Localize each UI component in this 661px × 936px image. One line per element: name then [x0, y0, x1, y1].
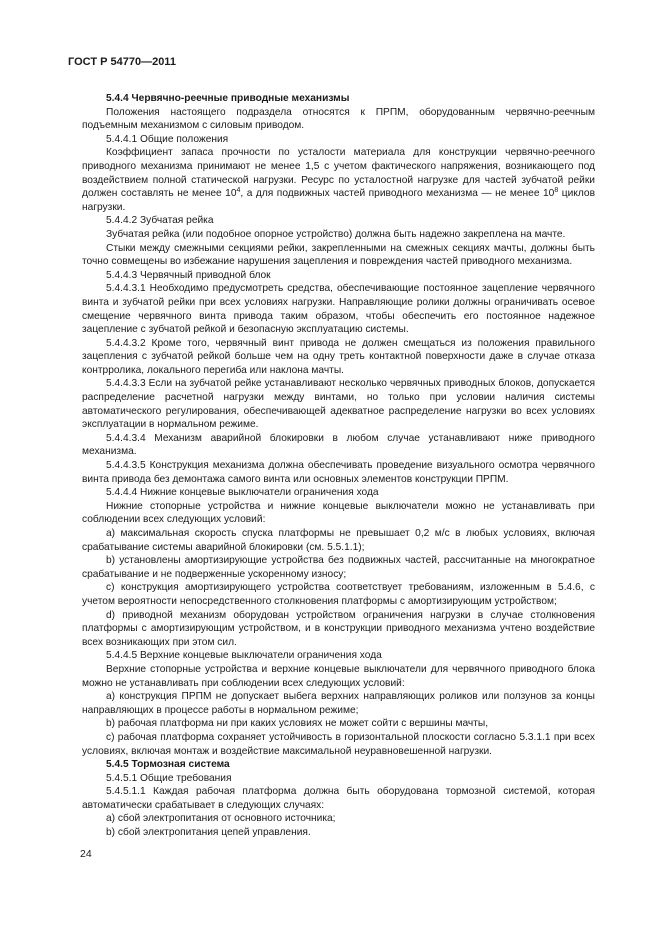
superscript: 4	[236, 187, 241, 195]
paragraph: Зубчатая рейка (или подобное опорное устройство) должна быть надежно закреплена на мачте.	[106, 228, 566, 240]
paragraph: Стыки между смежными секциями рейки, закрепленными на смежных секциях мачты, должны быть точно совмещены во избежание нарушения зацепления и повреждения частей приводного механизма.	[82, 242, 595, 268]
paragraph: 5.4.5.1.1 Каждая рабочая платформа должна быть оборудована тормозной системой, которая автоматически срабатывает в следующих случаях:	[82, 786, 595, 811]
paragraph-with-superscripts	[82, 146, 595, 214]
paragraph: 5.4.4.3.3 Если на зубчатой рейке устанавливают несколько червячных приводных блоков, допускается распределение расчетной нагрузки между винтами, но только при условии наличия системы автоматического регулирования, обеспечивающей адекватное распределение нагрузки во всех условиях эксплуатации в нормальном режиме.	[82, 378, 595, 431]
document-header: ГОСТ Р 54770—2011	[68, 56, 176, 68]
text-fragment: , а для подвижных частей приводного механизма — не менее 10	[240, 188, 555, 200]
list-item: b) сбой электропитания цепей управления.	[106, 827, 311, 839]
paragraph: Положения настоящего подраздела относятся к ПРПМ, оборудованным червячно-реечным подъемным механизмом с силовым приводом.	[82, 106, 595, 132]
paragraph: 5.4.4.3.1 Необходимо предусмотреть средства, обеспечивающие постоянное зацепление червячного винта и зубчатой рейки при всех условиях нагрузки. Направляющие ролики должны ограничивать осевое смещение червячного винта привода таким образом, чтобы обеспечить его постоянное надежное зацепление с зубчатой рейкой и безопасную эксплуатацию системы.	[82, 283, 595, 336]
section-heading: 5.4.4 Червячно-реечные приводные механизмы	[106, 93, 350, 104]
document-body	[82, 92, 595, 840]
superscript: 8	[554, 187, 559, 195]
list-item: b) рабочая платформа ни при каких условиях не может сойти с вершины мачты,	[106, 718, 489, 730]
list-item: a) максимальная скорость спуска платформы не превышает 0,2 м/с в любых условиях, включая срабатывание системы аварийной блокировки (см. 5.5.1.1);	[82, 528, 595, 553]
subsection-title: 5.4.4.5 Верхние концевые выключатели ограничения хода	[106, 650, 382, 662]
page-number: 24	[80, 848, 92, 860]
paragraph: 5.4.4.3.4 Механизм аварийной блокировки в любом случае устанавливают ниже приводного механизма.	[82, 432, 595, 458]
subsection-title: 5.4.4.4 Нижние концевые выключатели ограничения хода	[106, 487, 379, 499]
subsection-title: 5.4.4.1 Общие положения	[106, 133, 229, 145]
subsection-title: 5.4.4.3 Червячный приводной блок	[106, 269, 271, 281]
list-item: b) установлены амортизирующие устройства без подвижных частей, рассчитанные на многократное срабатывание и не подверженные ускоренному износу;	[82, 555, 595, 580]
subsection-title: 5.4.5.1 Общие требования	[106, 772, 232, 784]
list-item: a) конструкция ПРПМ не допускает выбега верхних направляющих роликов или ползунов за концы направляющих в процессе работы в нормальном режиме;	[82, 691, 595, 716]
subsection-title: 5.4.4.2 Зубчатая рейка	[106, 215, 214, 227]
text-fragment: циклов нагрузки.	[82, 188, 595, 213]
list-item: a) сбой электропитания от основного источника;	[106, 813, 336, 825]
paragraph: Нижние стопорные устройства и нижние концевые выключатели можно не устанавливать при соблюдении всех следующих условий:	[82, 500, 595, 526]
text-fragment: Коэффициент запаса прочности по усталости материала для конструкции червячно-реечного приводного механизма принимают не менее 1,5 с учетом фактического напряжения, возникающего под воздействием полной статической нагрузки. Ресурс по усталостной нагрузке для частей зубчатой рейки должен составлять не менее 10	[82, 147, 595, 200]
list-item: d) приводной механизм оборудован устройством ограничения нагрузки в случае столкновения платформы с амортизирующим устройством, и в конструкции приводного механизма учтено воздействие всех возникающих при этом сил.	[82, 609, 595, 648]
section-heading: 5.4.5 Тормозная система	[106, 759, 230, 771]
list-item: c) конструкция амортизирующего устройства соответствует требованиям, изложенным в 5.4.6, с учетом вероятности непосредственного столкновения платформы с амортизирующим устройством;	[82, 582, 595, 607]
paragraph: 5.4.4.3.5 Конструкция механизма должна обеспечивать проведение визуального осмотра червячного винта привода без демонтажа самого винта или основных элементов конструкции ПРПМ.	[82, 460, 595, 485]
paragraph: Верхние стопорные устройства и верхние концевые выключатели для червячного приводного блока можно не устанавливать при соблюдении всех следующих условий:	[82, 663, 595, 689]
list-item: c) рабочая платформа сохраняет устойчивость в горизонтальной плоскости согласно 5.3.1.1 при всех условиях, включая монтаж и воздействие максимальной неуравновешенной нагрузки.	[82, 731, 595, 757]
paragraph: 5.4.4.3.2 Кроме того, червячный винт привода не должен смещаться из положения правильного зацепления с зубчатой рейкой больше чем на одну треть контактной поверхности даже в случае отказа контрролика, локального перегиба или наклона мачты.	[82, 337, 595, 376]
